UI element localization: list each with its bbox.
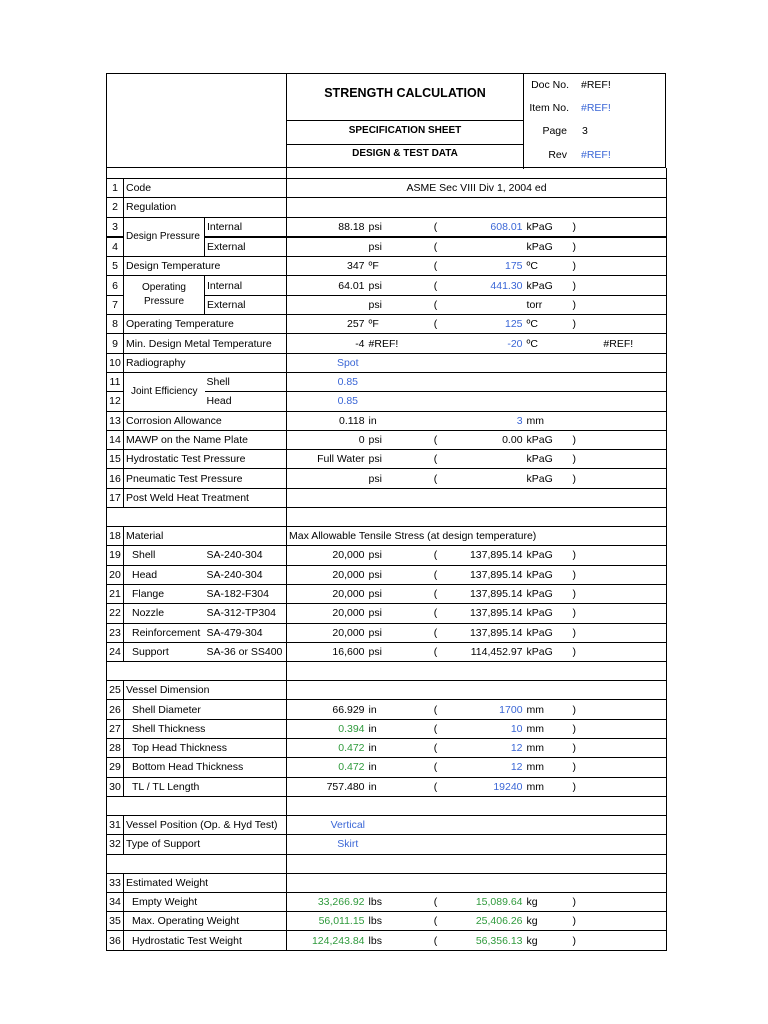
row-number: 36 xyxy=(107,931,124,950)
row-number: 17 xyxy=(107,488,124,507)
paren-close: ) xyxy=(571,430,667,449)
table-row xyxy=(107,430,667,449)
value-2: 137,895.14 xyxy=(463,546,525,565)
item-no-label: Item No. xyxy=(529,102,569,114)
paren-open: ( xyxy=(409,315,463,334)
row-number: 35 xyxy=(107,912,124,931)
unit-2: ºC xyxy=(525,315,571,334)
ref-value: #REF! xyxy=(571,334,667,353)
value-2: 137,895.14 xyxy=(463,584,525,603)
value-2: 137,895.14 xyxy=(463,604,525,623)
unit-2: kPaG xyxy=(525,237,571,257)
paren-open: ( xyxy=(409,276,463,295)
paren-close: ) xyxy=(571,700,667,719)
paren-open: ( xyxy=(409,623,463,642)
paren-open: ( xyxy=(409,700,463,719)
row-number: 30 xyxy=(107,777,124,796)
table-row xyxy=(107,873,667,892)
table-row xyxy=(107,372,667,391)
paren-close: ) xyxy=(571,546,667,565)
design-data-table xyxy=(106,168,667,951)
row-number: 28 xyxy=(107,739,124,758)
value-2: 137,895.14 xyxy=(463,623,525,642)
row-number: 4 xyxy=(107,237,124,257)
specification-sheet xyxy=(106,73,666,951)
value-1: 0.472 xyxy=(287,758,367,777)
value-2: 10 xyxy=(463,719,525,738)
value-2: 608.01 xyxy=(463,217,525,237)
value-1: 0.472 xyxy=(287,739,367,758)
row-number: 29 xyxy=(107,758,124,777)
row-number: 21 xyxy=(107,584,124,603)
row-label: Regulation xyxy=(124,198,287,217)
design-test-label: DESIGN & TEST DATA xyxy=(352,148,458,159)
unit-2: kPaG xyxy=(525,623,571,642)
row-label: Vessel Position (Op. & Hyd Test) xyxy=(124,815,287,834)
spacer-row xyxy=(107,854,667,873)
joint-efficiency-shell: 0.85 xyxy=(287,372,409,391)
page-label: Page xyxy=(542,125,567,137)
table-row xyxy=(107,257,667,276)
row-label: Reinforcement xyxy=(124,623,205,642)
rev-value: #REF! xyxy=(581,149,611,161)
unit-1: psi xyxy=(367,237,409,257)
paren-close: ) xyxy=(571,892,667,911)
row-number: 1 xyxy=(107,179,124,198)
unit-1: psi xyxy=(367,217,409,237)
support-type-value: Skirt xyxy=(287,835,409,854)
value-1: 20,000 xyxy=(287,604,367,623)
unit-2: kPaG xyxy=(525,276,571,295)
paren-close: ) xyxy=(571,276,667,295)
paren-close: ) xyxy=(571,777,667,796)
table-row xyxy=(107,835,667,854)
unit-1: psi xyxy=(367,430,409,449)
value-1: 20,000 xyxy=(287,584,367,603)
row-label: Shell Thickness xyxy=(124,719,287,738)
material-spec: SA-36 or SS400 xyxy=(205,642,287,661)
paren-open: ( xyxy=(409,237,463,257)
row-sub-label: External xyxy=(205,237,287,257)
row-label: Shell xyxy=(124,546,205,565)
unit-1: lbs xyxy=(367,892,409,911)
table-row xyxy=(107,912,667,931)
doc-no-label: Doc No. xyxy=(531,79,569,91)
value-1: 64.01 xyxy=(287,276,367,295)
row-sub-label: External xyxy=(205,295,287,314)
value-2: 12 xyxy=(463,739,525,758)
unit-2: kPaG xyxy=(525,565,571,584)
material-spec: SA-182-F304 xyxy=(205,584,287,603)
paren-open: ( xyxy=(409,604,463,623)
row-number: 26 xyxy=(107,700,124,719)
row-number: 12 xyxy=(107,392,124,411)
value-1: 56,011.15 xyxy=(287,912,367,931)
row-number: 24 xyxy=(107,642,124,661)
unit-2: ºC xyxy=(525,334,571,353)
value-1: Full Water xyxy=(287,450,367,469)
unit-1: ºF xyxy=(367,257,409,276)
row-group-label: Operating Pressure xyxy=(124,276,205,315)
spacer-row xyxy=(107,796,667,815)
paren-close: ) xyxy=(571,642,667,661)
unit-2: kPaG xyxy=(525,604,571,623)
value-2: 175 xyxy=(463,257,525,276)
paren-open: ( xyxy=(409,931,463,950)
table-row xyxy=(107,642,667,661)
unit-1: psi xyxy=(367,295,409,314)
row-number: 22 xyxy=(107,604,124,623)
unit-2: kPaG xyxy=(525,430,571,449)
paren-open: ( xyxy=(409,719,463,738)
paren-close: ) xyxy=(571,931,667,950)
row-number: 3 xyxy=(107,217,124,237)
value-2: 25,406.26 xyxy=(463,912,525,931)
row-label: Code xyxy=(124,179,287,198)
paren-open: ( xyxy=(409,758,463,777)
value-2: 125 xyxy=(463,315,525,334)
table-row xyxy=(107,681,667,700)
paren-open: ( xyxy=(409,912,463,931)
row-label: Head xyxy=(124,565,205,584)
row-label: Empty Weight xyxy=(124,892,287,911)
material-header: Max Allowable Tensile Stress (at design temperature) xyxy=(287,527,667,546)
unit-1: in xyxy=(367,719,409,738)
value-1: 757.480 xyxy=(287,777,367,796)
code-value: ASME Sec VIII Div 1, 2004 ed xyxy=(287,179,667,198)
row-number: 23 xyxy=(107,623,124,642)
table-row xyxy=(107,700,667,719)
table-row xyxy=(107,892,667,911)
value-1: 257 xyxy=(287,315,367,334)
row-number: 16 xyxy=(107,469,124,488)
spacer-row xyxy=(107,168,667,179)
row-number: 34 xyxy=(107,892,124,911)
unit-2: kPaG xyxy=(525,450,571,469)
paren-close: ) xyxy=(571,758,667,777)
value-1 xyxy=(287,237,367,257)
table-row xyxy=(107,334,667,353)
row-label: Min. Design Metal Temperature xyxy=(124,334,287,353)
row-number: 7 xyxy=(107,295,124,314)
table-row xyxy=(107,179,667,198)
row-label: Top Head Thickness xyxy=(124,739,287,758)
paren-close: ) xyxy=(571,912,667,931)
unit-1: psi xyxy=(367,642,409,661)
row-label: Radiography xyxy=(124,353,287,372)
row-label: Corrosion Allowance xyxy=(124,411,287,430)
row-label: Type of Support xyxy=(124,835,287,854)
unit-1: #REF! xyxy=(367,334,409,353)
value-1: 20,000 xyxy=(287,565,367,584)
value-2 xyxy=(463,237,525,257)
paren-close: ) xyxy=(571,315,667,334)
material-spec: SA-312-TP304 xyxy=(205,604,287,623)
table-row xyxy=(107,719,667,738)
unit-1: lbs xyxy=(367,931,409,950)
row-group-label: Design Pressure xyxy=(124,217,205,257)
row-label: Operating Temperature xyxy=(124,315,287,334)
paren-close: ) xyxy=(571,450,667,469)
unit-1: in xyxy=(367,700,409,719)
paren-close: ) xyxy=(571,739,667,758)
unit-2: kg xyxy=(525,912,571,931)
unit-1: in xyxy=(367,411,409,430)
value-1: 0 xyxy=(287,430,367,449)
value-1: 16,600 xyxy=(287,642,367,661)
table-row xyxy=(107,565,667,584)
row-label: Design Temperature xyxy=(124,257,287,276)
paren-close: ) xyxy=(571,604,667,623)
paren-close: ) xyxy=(571,295,667,314)
value-2: 56,356.13 xyxy=(463,931,525,950)
doc-no-value: #REF! xyxy=(581,79,611,91)
row-label: Hydrostatic Test Pressure xyxy=(124,450,287,469)
material-spec: SA-479-304 xyxy=(205,623,287,642)
table-row xyxy=(107,469,667,488)
table-row xyxy=(107,604,667,623)
unit-2: mm xyxy=(525,719,571,738)
value-1: -4 xyxy=(287,334,367,353)
sheet-header xyxy=(106,73,666,168)
row-number: 8 xyxy=(107,315,124,334)
rev-label: Rev xyxy=(548,149,567,161)
unit-1: lbs xyxy=(367,912,409,931)
row-number: 27 xyxy=(107,719,124,738)
table-row xyxy=(107,777,667,796)
unit-1: psi xyxy=(367,546,409,565)
row-number: 2 xyxy=(107,198,124,217)
paren-open: ( xyxy=(409,546,463,565)
paren-open: ( xyxy=(409,257,463,276)
paren-close: ) xyxy=(571,584,667,603)
unit-2: mm xyxy=(525,758,571,777)
paren-open: ( xyxy=(409,584,463,603)
row-number: 5 xyxy=(107,257,124,276)
table-row xyxy=(107,198,667,217)
row-label: Max. Operating Weight xyxy=(124,912,287,931)
row-sub-label: Internal xyxy=(205,276,287,295)
table-row xyxy=(107,931,667,950)
value-1: 20,000 xyxy=(287,623,367,642)
table-row xyxy=(107,623,667,642)
unit-2: kPaG xyxy=(525,642,571,661)
table-row xyxy=(107,353,667,372)
row-sub-label: Internal xyxy=(205,217,287,237)
row-label: TL / TL Length xyxy=(124,777,287,796)
paren-open: ( xyxy=(409,777,463,796)
paren-open: ( xyxy=(409,642,463,661)
row-number: 15 xyxy=(107,450,124,469)
table-row xyxy=(107,450,667,469)
paren-close: ) xyxy=(571,217,667,237)
material-spec: SA-240-304 xyxy=(205,546,287,565)
item-no-value: #REF! xyxy=(581,102,611,114)
unit-2: mm xyxy=(525,739,571,758)
row-number: 19 xyxy=(107,546,124,565)
paren-close: ) xyxy=(571,719,667,738)
table-row xyxy=(107,815,667,834)
row-label: Bottom Head Thickness xyxy=(124,758,287,777)
paren-open: ( xyxy=(409,469,463,488)
page-value: 3 xyxy=(582,125,588,137)
row-number: 14 xyxy=(107,430,124,449)
unit-1: psi xyxy=(367,469,409,488)
paren-close: ) xyxy=(571,237,667,257)
row-label: Hydrostatic Test Weight xyxy=(124,931,287,950)
value-2: 0.00 xyxy=(463,430,525,449)
value-1: 124,243.84 xyxy=(287,931,367,950)
spec-sheet-label: SPECIFICATION SHEET xyxy=(348,125,462,136)
row-label: Post Weld Heat Treatment xyxy=(124,488,287,507)
row-number: 25 xyxy=(107,681,124,700)
unit-1: psi xyxy=(367,450,409,469)
joint-efficiency-head: 0.85 xyxy=(287,392,409,411)
paren-open: ( xyxy=(409,892,463,911)
paren-close: ) xyxy=(571,565,667,584)
row-number: 13 xyxy=(107,411,124,430)
value-2: 441.30 xyxy=(463,276,525,295)
paren-close: ) xyxy=(571,257,667,276)
paren-open: ( xyxy=(409,565,463,584)
value-2: 114,452.97 xyxy=(463,642,525,661)
table-row xyxy=(107,527,667,546)
row-label: MAWP on the Name Plate xyxy=(124,430,287,449)
value-2: 1700 xyxy=(463,700,525,719)
value-2: 3 xyxy=(463,411,525,430)
paren-close: ) xyxy=(571,469,667,488)
unit-2: kPaG xyxy=(525,546,571,565)
row-label: Pneumatic Test Pressure xyxy=(124,469,287,488)
row-label: Flange xyxy=(124,584,205,603)
spacer-row xyxy=(107,662,667,681)
unit-2: kPaG xyxy=(525,584,571,603)
table-row xyxy=(107,315,667,334)
row-number: 6 xyxy=(107,276,124,295)
row-number: 32 xyxy=(107,835,124,854)
vessel-position-value: Vertical xyxy=(287,815,409,834)
value-1: 88.18 xyxy=(287,217,367,237)
value-1: 20,000 xyxy=(287,546,367,565)
value-2: 12 xyxy=(463,758,525,777)
unit-1: psi xyxy=(367,623,409,642)
table-row xyxy=(107,546,667,565)
value-2: 15,089.64 xyxy=(463,892,525,911)
unit-1: in xyxy=(367,739,409,758)
row-label: Shell Diameter xyxy=(124,700,287,719)
unit-1: psi xyxy=(367,276,409,295)
row-number: 9 xyxy=(107,334,124,353)
paren-open: ( xyxy=(409,295,463,314)
material-spec: SA-240-304 xyxy=(205,565,287,584)
row-label: Estimated Weight xyxy=(124,873,287,892)
sheet-title: STRENGTH CALCULATION xyxy=(324,86,486,100)
value-1: 0.118 xyxy=(287,411,367,430)
row-number: 20 xyxy=(107,565,124,584)
paren-open: ( xyxy=(409,450,463,469)
row-group-label: Joint Efficiency xyxy=(124,372,205,411)
row-sub-label: Shell xyxy=(205,372,287,391)
row-label: Nozzle xyxy=(124,604,205,623)
table-row xyxy=(107,217,667,237)
value-1: 0.394 xyxy=(287,719,367,738)
value-2: 137,895.14 xyxy=(463,565,525,584)
unit-1: in xyxy=(367,758,409,777)
paren-close: ) xyxy=(571,623,667,642)
row-sub-label: Head xyxy=(205,392,287,411)
unit-1: psi xyxy=(367,604,409,623)
unit-2: ºC xyxy=(525,257,571,276)
table-row xyxy=(107,739,667,758)
unit-1: in xyxy=(367,777,409,796)
row-number: 18 xyxy=(107,527,124,546)
unit-2: mm xyxy=(525,777,571,796)
unit-2: torr xyxy=(525,295,571,314)
table-row xyxy=(107,584,667,603)
paren-open: ( xyxy=(409,739,463,758)
row-label: Vessel Dimension xyxy=(124,681,287,700)
spacer-row xyxy=(107,508,667,527)
unit-1: psi xyxy=(367,565,409,584)
table-row xyxy=(107,276,667,295)
row-number: 31 xyxy=(107,815,124,834)
value-1: 347 xyxy=(287,257,367,276)
paren-open: ( xyxy=(409,430,463,449)
unit-1: ºF xyxy=(367,315,409,334)
value-2: 19240 xyxy=(463,777,525,796)
radiography-value: Spot xyxy=(287,353,409,372)
table-row xyxy=(107,488,667,507)
unit-2: kg xyxy=(525,931,571,950)
unit-2: mm xyxy=(525,411,571,430)
unit-2: kPaG xyxy=(525,217,571,237)
unit-2: kPaG xyxy=(525,469,571,488)
table-row xyxy=(107,758,667,777)
row-number: 10 xyxy=(107,353,124,372)
paren-open: ( xyxy=(409,217,463,237)
value-1: 33,266.92 xyxy=(287,892,367,911)
row-label: Support xyxy=(124,642,205,661)
value-1: 66.929 xyxy=(287,700,367,719)
unit-1: psi xyxy=(367,584,409,603)
unit-2: kg xyxy=(525,892,571,911)
row-number: 33 xyxy=(107,873,124,892)
row-number: 11 xyxy=(107,372,124,391)
table-row xyxy=(107,411,667,430)
row-label: Material xyxy=(124,527,287,546)
unit-2: mm xyxy=(525,700,571,719)
value-2: -20 xyxy=(463,334,525,353)
